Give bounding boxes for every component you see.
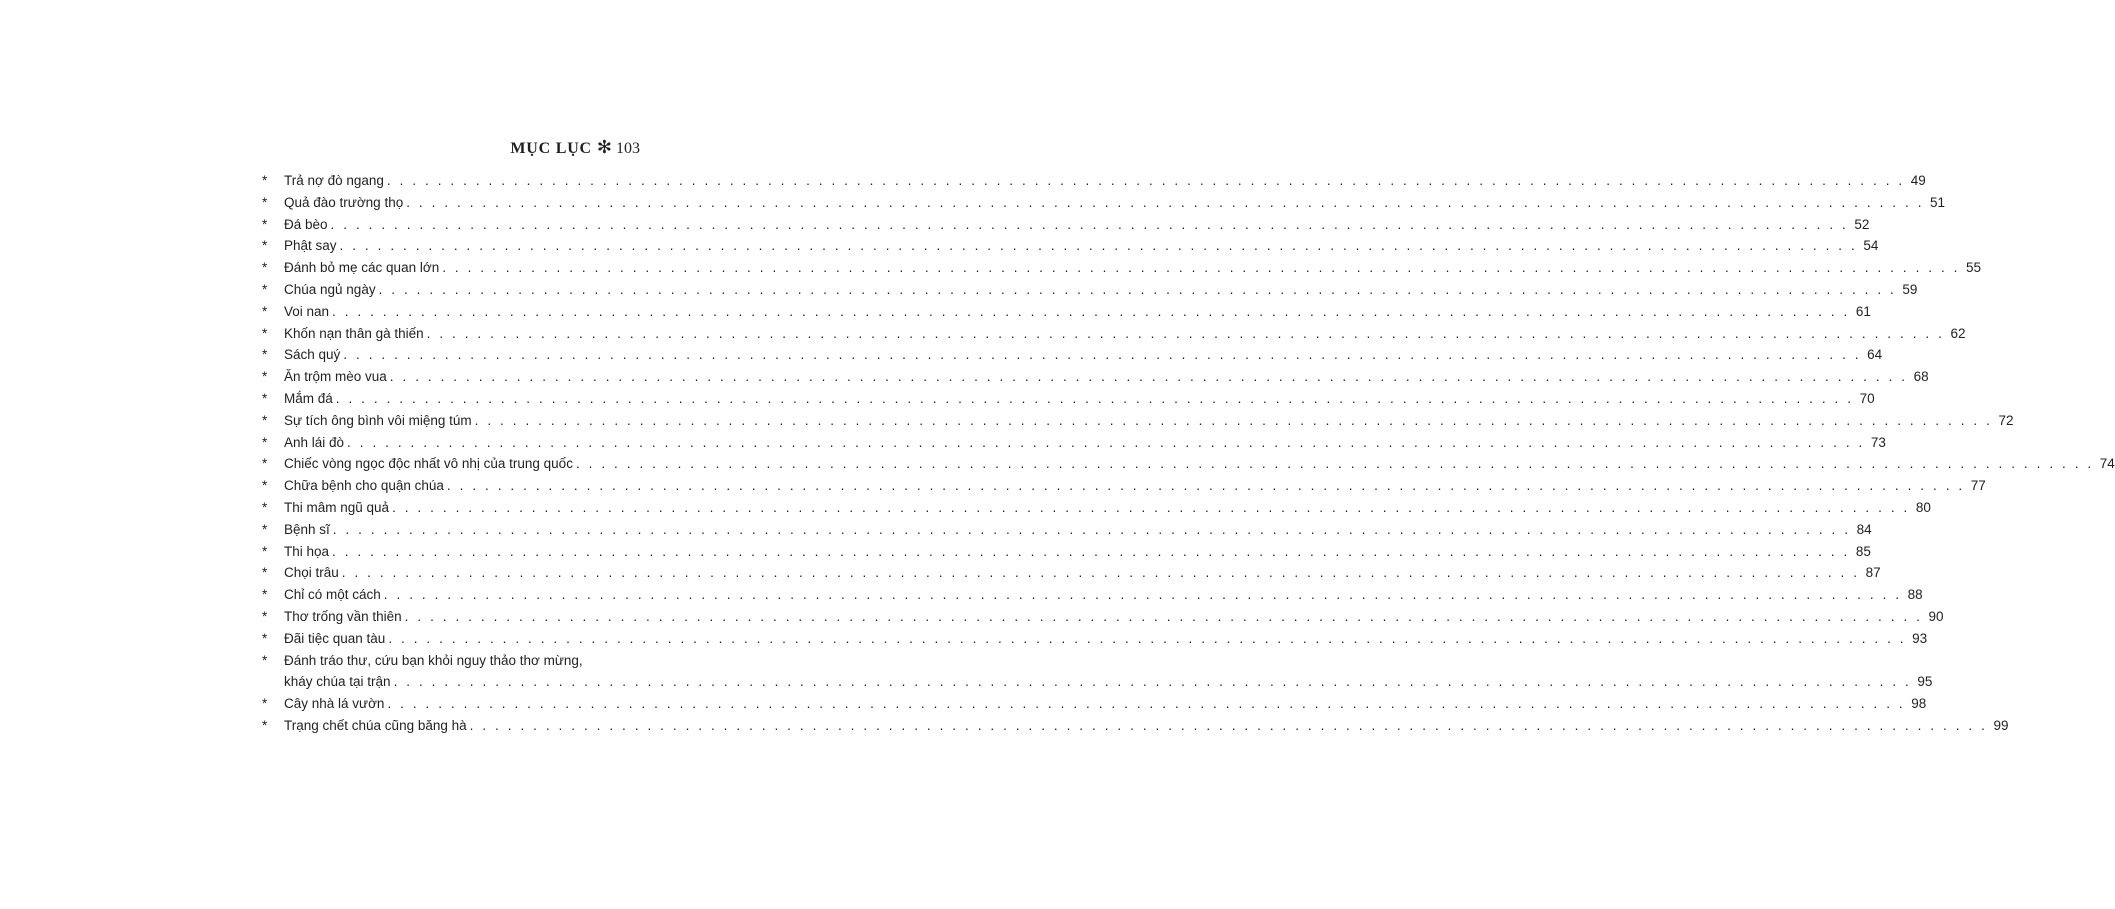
page-number: 103: [616, 140, 640, 157]
dot-leader: . . . . . . . . . . . . . . . . . . . . . . . . . . . . . . . . . . . . . . . . . . . . . . . . . . . . . . . . . . . . . . . . . . . . . . . . . . . . . . . . . . . . . . . . . . . . . . . . . . . . . . . . . . . . . . . . . . . . . . . .: [347, 434, 1865, 450]
toc-entry[interactable]: [262, 366, 1929, 388]
dot-leader: . . . . . . . . . . . . . . . . . . . . . . . . . . . . . . . . . . . . . . . . . . . . . . . . . . . . . . . . . . . . . . . . . . . . . . . . . . . . . . . . . . . . . . . . . . . . . . . . . . . . . . . . . . . . . . . . . . . . . . . .: [442, 260, 1961, 276]
toc-entry-page: 85: [1855, 543, 1871, 559]
bullet-marker: *: [262, 652, 268, 668]
toc-entry[interactable]: [262, 584, 1923, 606]
asterisk-ornament-icon: ✻: [596, 137, 612, 157]
dot-leader: . . . . . . . . . . . . . . . . . . . . . . . . . . . . . . . . . . . . . . . . . . . . . . . . . . . . . . . . . . . . . . . . . . . . . . . . . . . . . . . . . . . . . . . . . . . . . . . . . . . . . . . . . . . . . . . . . . . . . . . .: [341, 565, 1860, 581]
toc-entry[interactable]: [262, 475, 1986, 497]
bullet-marker: *: [262, 173, 268, 188]
page-header: [450, 136, 640, 160]
dot-leader: . . . . . . . . . . . . . . . . . . . . . . . . . . . . . . . . . . . . . . . . . . . . . . . . . . . . . . . . . . . . . . . . . . . . . . . . . . . . . . . . . . . . . . . . . . . . . . . . . . . . . . . . . . . . . . . . . . . . . . . .: [575, 456, 2094, 472]
bullet-marker: *: [262, 260, 268, 276]
toc-entry[interactable]: [262, 279, 1918, 301]
toc-entry-title: Trả nợ đò ngang: [284, 173, 384, 188]
toc-entry[interactable]: [262, 344, 1883, 366]
toc-entry[interactable]: [262, 606, 1944, 628]
dot-leader: . . . . . . . . . . . . . . . . . . . . . . . . . . . . . . . . . . . . . . . . . . . . . . . . . . . . . . . . . . . . . . . . . . . . . . . . . . . . . . . . . . . . . . . . . . . . . . . . . . . . . . . . . . . . . . . . . . . . . . . .: [387, 696, 1906, 712]
bullet-marker: *: [262, 281, 268, 297]
bullet-marker: *: [262, 565, 268, 581]
toc-entry-page: 90: [1928, 608, 1944, 624]
toc-entry-title: Sách quý: [284, 347, 341, 363]
toc-entry[interactable]: [262, 432, 1886, 454]
toc-entry-page: 88: [1907, 587, 1923, 603]
toc-entry-page: 68: [1913, 369, 1929, 385]
dot-leader: . . . . . . . . . . . . . . . . . . . . . . . . . . . . . . . . . . . . . . . . . . . . . . . . . . . . . . . . . . . . . . . . . . . . . . . . . . . . . . . . . . . . . . . . . . . . . . . . . . . . . . . . . . . . . . . . . . . . . . . .: [332, 521, 1851, 537]
toc-entry[interactable]: [262, 628, 1928, 650]
toc-entry-page: 61: [1855, 303, 1871, 319]
bullet-marker: *: [262, 216, 268, 232]
dot-leader: . . . . . . . . . . . . . . . . . . . . . . . . . . . . . . . . . . . . . . . . . . . . . . . . . . . . . . . . . . . . . . . . . . . . . . . . . . . . . . . . . . . . . . . . . . . . . . . . . . . . . . . . . . . . . . . . . . . . . . . .: [378, 281, 1897, 297]
toc-entry-title: Đá bèo: [284, 216, 328, 232]
bullet-marker: *: [262, 696, 268, 712]
toc-entry-title: Quả đào trường thọ: [284, 194, 404, 210]
dot-leader: . . . . . . . . . . . . . . . . . . . . . . . . . . . . . . . . . . . . . . . . . . . . . . . . . . . . . . . . . . . . . . . . . . . . . . . . . . . . . . . . . . . . . . . . . . . . . . . . . . . . . . . . . . . . . . . . . . . . . . . .: [404, 608, 1923, 624]
toc-entry[interactable]: [262, 562, 1881, 584]
bullet-marker: *: [262, 717, 268, 733]
toc-entry-page: 49: [1910, 173, 1926, 188]
toc-entry-title: Bệnh sĩ: [284, 521, 330, 537]
toc-entry-page: 95: [1917, 674, 1933, 690]
bullet-marker: *: [262, 369, 268, 385]
toc-entry[interactable]: [262, 650, 1933, 694]
toc-entry-page: 80: [1915, 499, 1931, 515]
bullet-marker: *: [262, 499, 268, 515]
toc-entry-page: 99: [1993, 717, 2009, 733]
toc-entry-page: 72: [1998, 412, 2014, 428]
toc-entry-title: Trạng chết chúa cũng băng hà: [284, 717, 467, 733]
toc-entry-title: Ăn trộm mèo vua: [284, 369, 387, 385]
toc-entry-title: Chúa ngủ ngày: [284, 281, 376, 297]
toc-entry[interactable]: [262, 323, 1966, 345]
bullet-marker: *: [262, 587, 268, 603]
toc-entry[interactable]: [262, 693, 1927, 715]
toc-entry-page: 62: [1950, 325, 1966, 341]
toc-entry-title: Khốn nạn thân gà thiến: [284, 325, 424, 341]
bullet-marker: *: [262, 390, 268, 406]
bullet-marker: *: [262, 412, 268, 428]
toc-entry-page: 55: [1966, 260, 1982, 276]
dot-leader: . . . . . . . . . . . . . . . . . . . . . . . . . . . . . . . . . . . . . . . . . . . . . . . . . . . . . . . . . . . . . . . . . . . . . . . . . . . . . . . . . . . . . . . . . . . . . . . . . . . . . . . . . . . . . . . . . . . . . . . .: [383, 587, 1902, 603]
toc-entry-title: Phật say: [284, 238, 337, 254]
toc-entry-page: 54: [1863, 238, 1879, 254]
toc-entry-title: Thi mâm ngũ quả: [284, 499, 390, 515]
toc-entry-page: 73: [1870, 434, 1886, 450]
toc-entry-title: Cây nhà lá vườn: [284, 696, 385, 712]
toc-entry-title-line1: Đánh tráo thư, cứu bạn khỏi nguy thảo thơ mừng,: [284, 652, 583, 668]
toc-entry-title: Chọi trâu: [284, 565, 339, 581]
toc-entry-page: 52: [1854, 216, 1870, 232]
toc-entry-page: 74: [2099, 456, 2115, 472]
toc-entry-page: 87: [1865, 565, 1881, 581]
toc-entry-page: 98: [1911, 696, 1927, 712]
toc-entry-page: 77: [1970, 478, 1986, 494]
dot-leader: . . . . . . . . . . . . . . . . . . . . . . . . . . . . . . . . . . . . . . . . . . . . . . . . . . . . . . . . . . . . . . . . . . . . . . . . . . . . . . . . . . . . . . . . . . . . . . . . . . . . . . . . . . . . . . . . . . . . . . . .: [386, 173, 1905, 188]
dot-leader: . . . . . . . . . . . . . . . . . . . . . . . . . . . . . . . . . . . . . . . . . . . . . . . . . . . . . . . . . . . . . . . . . . . . . . . . . . . . . . . . . . . . . . . . . . . . . . . . . . . . . . . . . . . . . . . . . . . . . . . .: [332, 303, 1850, 319]
toc-entry-page: 64: [1867, 347, 1883, 363]
toc-entry-title: Anh lái đò: [284, 434, 345, 450]
toc-entry-title: Đánh bỏ mẹ các quan lớn: [284, 260, 440, 276]
toc-entry[interactable]: [262, 235, 1879, 257]
toc-entry-title: Sự tích ông bình vôi miệng túm: [284, 412, 472, 428]
toc-entry[interactable]: [262, 541, 1871, 563]
toc-entry[interactable]: [262, 497, 1931, 519]
toc-entry-title: kháy chúa tại trận: [284, 674, 391, 690]
dot-leader: . . . . . . . . . . . . . . . . . . . . . . . . . . . . . . . . . . . . . . . . . . . . . . . . . . . . . . . . . . . . . . . . . . . . . . . . . . . . . . . . . . . . . . . . . . . . . . . . . . . . . . . . . . . . . . . . . . . . . . . .: [330, 216, 1849, 232]
dot-leader: . . . . . . . . . . . . . . . . . . . . . . . . . . . . . . . . . . . . . . . . . . . . . . . . . . . . . . . . . . . . . . . . . . . . . . . . . . . . . . . . . . . . . . . . . . . . . . . . . . . . . . . . . . . . . . . . . . . . . . . .: [393, 674, 1912, 690]
toc-entry[interactable]: [262, 519, 1872, 541]
dot-leader: . . . . . . . . . . . . . . . . . . . . . . . . . . . . . . . . . . . . . . . . . . . . . . . . . . . . . . . . . . . . . . . . . . . . . . . . . . . . . . . . . . . . . . . . . . . . . . . . . . . . . . . . . . . . . . . . . . . . . . . .: [469, 717, 1988, 733]
bullet-marker: *: [262, 630, 268, 646]
toc-entry-title: Voi nan: [284, 303, 330, 319]
bullet-marker: *: [262, 608, 268, 624]
dot-leader: . . . . . . . . . . . . . . . . . . . . . . . . . . . . . . . . . . . . . . . . . . . . . . . . . . . . . . . . . . . . . . . . . . . . . . . . . . . . . . . . . . . . . . . . . . . . . . . . . . . . . . . . . . . . . . . . . . . . . . . .: [343, 347, 1862, 363]
dot-leader: . . . . . . . . . . . . . . . . . . . . . . . . . . . . . . . . . . . . . . . . . . . . . . . . . . . . . . . . . . . . . . . . . . . . . . . . . . . . . . . . . . . . . . . . . . . . . . . . . . . . . . . . . . . . . . . . . . . . . . . .: [332, 543, 1850, 559]
dot-leader: . . . . . . . . . . . . . . . . . . . . . . . . . . . . . . . . . . . . . . . . . . . . . . . . . . . . . . . . . . . . . . . . . . . . . . . . . . . . . . . . . . . . . . . . . . . . . . . . . . . . . . . . . . . . . . . . . . . . . . . .: [446, 478, 1965, 494]
toc-entry[interactable]: [262, 715, 2009, 737]
toc-entry-title: Thi họa: [284, 543, 330, 559]
dot-leader: . . . . . . . . . . . . . . . . . . . . . . . . . . . . . . . . . . . . . . . . . . . . . . . . . . . . . . . . . . . . . . . . . . . . . . . . . . . . . . . . . . . . . . . . . . . . . . . . . . . . . . . . . . . . . . . . . . . . . . . .: [339, 238, 1858, 254]
bullet-marker: *: [262, 521, 268, 537]
dot-leader: . . . . . . . . . . . . . . . . . . . . . . . . . . . . . . . . . . . . . . . . . . . . . . . . . . . . . . . . . . . . . . . . . . . . . . . . . . . . . . . . . . . . . . . . . . . . . . . . . . . . . . . . . . . . . . . . . . . . . . . .: [426, 325, 1945, 341]
bullet-marker: *: [262, 238, 268, 254]
table-of-contents: [262, 170, 2115, 737]
dot-leader: . . . . . . . . . . . . . . . . . . . . . . . . . . . . . . . . . . . . . . . . . . . . . . . . . . . . . . . . . . . . . . . . . . . . . . . . . . . . . . . . . . . . . . . . . . . . . . . . . . . . . . . . . . . . . . . . . . . . . . . .: [389, 369, 1908, 385]
toc-entry[interactable]: [262, 453, 2115, 475]
toc-entry-title: Chữa bệnh cho quận chúa: [284, 478, 444, 494]
bullet-marker: *: [262, 456, 268, 472]
page-title: MỤC LỤC: [510, 140, 592, 157]
bullet-marker: *: [262, 543, 268, 559]
dot-leader: . . . . . . . . . . . . . . . . . . . . . . . . . . . . . . . . . . . . . . . . . . . . . . . . . . . . . . . . . . . . . . . . . . . . . . . . . . . . . . . . . . . . . . . . . . . . . . . . . . . . . . . . . . . . . . . . . . . . . . . .: [474, 412, 1993, 428]
bullet-marker: *: [262, 347, 268, 363]
toc-entry-title: Đãi tiệc quan tàu: [284, 630, 386, 646]
dot-leader: . . . . . . . . . . . . . . . . . . . . . . . . . . . . . . . . . . . . . . . . . . . . . . . . . . . . . . . . . . . . . . . . . . . . . . . . . . . . . . . . . . . . . . . . . . . . . . . . . . . . . . . . . . . . . . . . . . . . . . . .: [388, 630, 1907, 646]
dot-leader: . . . . . . . . . . . . . . . . . . . . . . . . . . . . . . . . . . . . . . . . . . . . . . . . . . . . . . . . . . . . . . . . . . . . . . . . . . . . . . . . . . . . . . . . . . . . . . . . . . . . . . . . . . . . . . . . . . . . . . . .: [392, 499, 1910, 515]
toc-entry-title: Chiếc vòng ngọc độc nhất vô nhị của trung quốc: [284, 456, 573, 472]
toc-entry[interactable]: [262, 388, 1875, 410]
toc-entry-title: Thơ trống vần thiên: [284, 608, 402, 624]
toc-entry[interactable]: [262, 170, 1926, 192]
toc-entry-title: Chỉ có một cách: [284, 587, 381, 603]
bullet-marker: *: [262, 478, 268, 494]
dot-leader: . . . . . . . . . . . . . . . . . . . . . . . . . . . . . . . . . . . . . . . . . . . . . . . . . . . . . . . . . . . . . . . . . . . . . . . . . . . . . . . . . . . . . . . . . . . . . . . . . . . . . . . . . . . . . . . . . . . . . . . .: [335, 390, 1854, 406]
toc-entry-page: 59: [1902, 281, 1918, 297]
toc-entry[interactable]: [262, 301, 1871, 323]
bullet-marker: *: [262, 303, 268, 319]
bullet-marker: *: [262, 194, 268, 210]
bullet-marker: *: [262, 325, 268, 341]
toc-entry[interactable]: [262, 192, 1946, 214]
toc-entry[interactable]: [262, 214, 1870, 236]
toc-entry[interactable]: [262, 257, 1982, 279]
toc-entry-page: 51: [1930, 194, 1946, 210]
toc-entry-page: 93: [1912, 630, 1928, 646]
toc-entry[interactable]: [262, 410, 2014, 432]
bullet-marker: *: [262, 434, 268, 450]
dot-leader: . . . . . . . . . . . . . . . . . . . . . . . . . . . . . . . . . . . . . . . . . . . . . . . . . . . . . . . . . . . . . . . . . . . . . . . . . . . . . . . . . . . . . . . . . . . . . . . . . . . . . . . . . . . . . . . . . . . . . . . .: [406, 194, 1925, 210]
toc-entry-title: Mắm đá: [284, 390, 333, 406]
toc-entry-page: 84: [1856, 521, 1872, 537]
toc-entry-page: 70: [1859, 390, 1875, 406]
